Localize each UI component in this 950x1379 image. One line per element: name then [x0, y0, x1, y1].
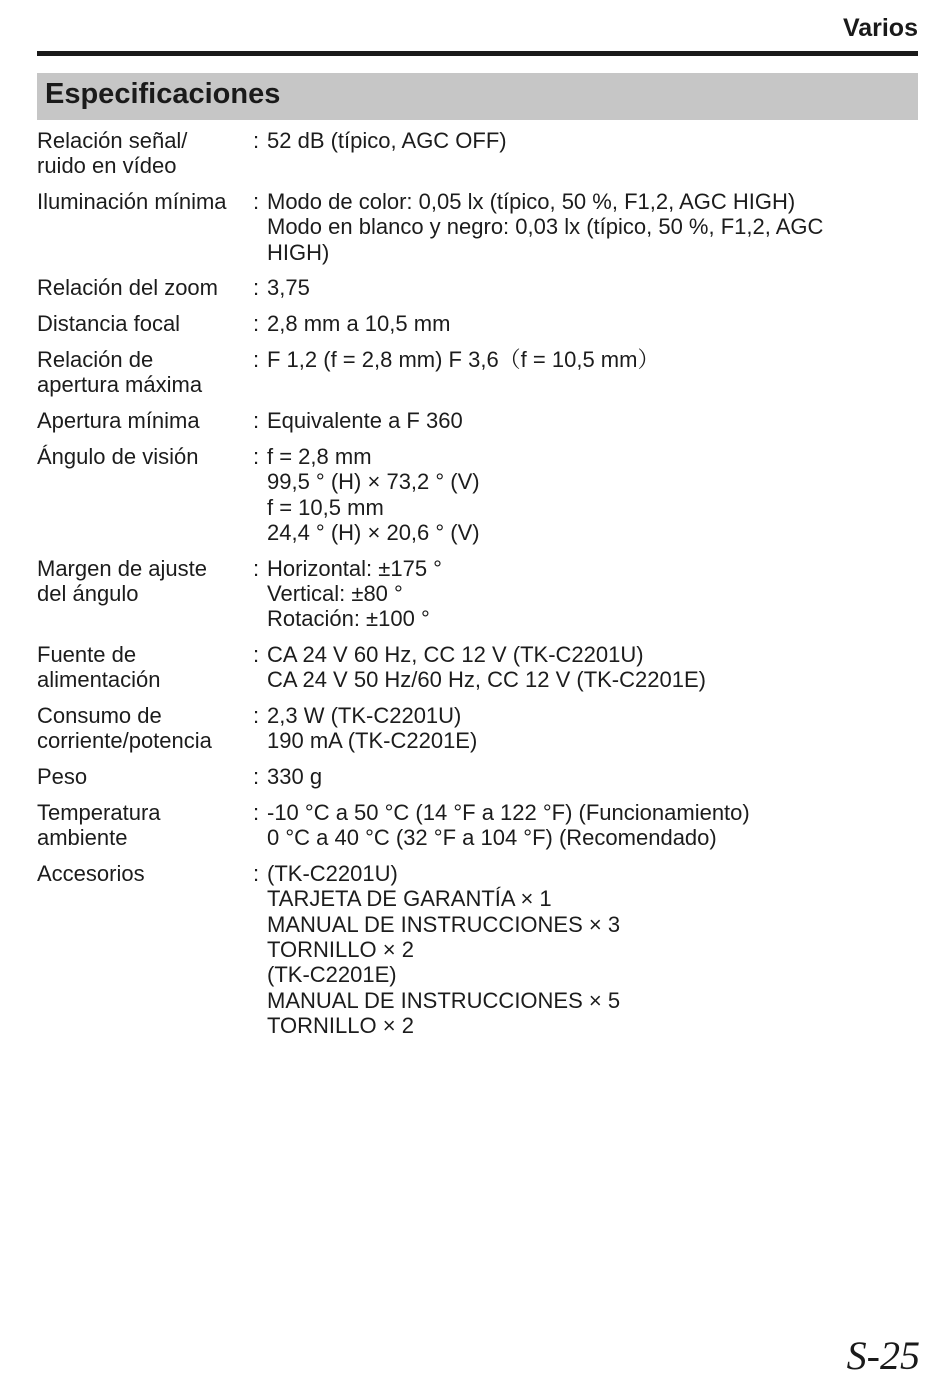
spec-value-line: TARJETA DE GARANTÍA × 1 — [267, 886, 552, 912]
spec-value-line: Equivalente a F 360 — [267, 408, 463, 434]
spec-label — [37, 800, 253, 851]
spec-label — [37, 189, 253, 265]
spec-value-line: CA 24 V 60 Hz, CC 12 V (TK-C2201U) — [267, 642, 644, 668]
spec-value-line: Modo de color: 0,05 lx (típico, 50 %, F1,2, AGC HIGH) — [267, 189, 796, 215]
spec-label-line: Fuente de — [37, 642, 137, 668]
spec-label-line: ruido en vídeo — [37, 153, 177, 179]
spec-row — [37, 408, 918, 433]
page-number: S-25 — [846, 1333, 920, 1378]
spec-label-line: apertura máxima — [37, 372, 203, 398]
spec-label — [37, 347, 253, 398]
spec-row — [37, 861, 918, 1038]
spec-value-line: F 1,2 (f = 2,8 mm) F 3,6（f = 10,5 mm） — [267, 347, 660, 373]
spec-value-line: f = 2,8 mm — [267, 443, 372, 469]
spec-colon: : — [253, 642, 260, 668]
spec-row — [37, 800, 918, 851]
section-header: Varios — [842, 14, 918, 42]
spec-value-line: 2,8 mm a 10,5 mm — [267, 311, 451, 337]
spec-colon: : — [253, 703, 260, 729]
page-title: Especificaciones — [45, 78, 281, 110]
spec-value — [267, 556, 918, 632]
spec-label-line: del ángulo — [37, 580, 139, 606]
spec-value-line: (TK-C2201U) — [267, 861, 398, 887]
spec-label — [37, 444, 253, 545]
spec-label — [37, 642, 253, 693]
spec-colon: : — [253, 128, 260, 153]
spec-colon: : — [253, 311, 260, 337]
spec-value — [267, 189, 918, 265]
spec-label — [37, 556, 253, 632]
spec-colon: : — [253, 555, 260, 581]
spec-colon: : — [253, 275, 260, 301]
spec-colon: : — [253, 408, 260, 434]
spec-value — [267, 764, 918, 789]
spec-colon: : — [253, 189, 260, 215]
spec-row — [37, 275, 918, 300]
spec-row — [37, 703, 918, 754]
spec-colon: : — [253, 347, 260, 373]
spec-value-line: 99,5 ° (H) × 73,2 ° (V) — [267, 469, 480, 495]
spec-value-line: f = 10,5 mm — [267, 494, 384, 520]
spec-value-line: 0 °C a 40 °C (32 °F a 104 °F) (Recomendado) — [267, 825, 717, 851]
spec-label-line: Consumo de — [37, 703, 162, 729]
spec-label-line: Temperatura — [37, 800, 161, 826]
spec-label-line: corriente/potencia — [37, 728, 212, 754]
spec-colon: : — [253, 861, 260, 887]
spec-value-line: TORNILLO × 2 — [267, 937, 414, 963]
spec-value-line: CA 24 V 50 Hz/60 Hz, CC 12 V (TK-C2201E) — [267, 667, 706, 693]
spec-label — [37, 275, 253, 300]
spec-row — [37, 189, 918, 265]
spec-row — [37, 764, 918, 789]
spec-label-line: Relación del zoom — [37, 275, 218, 301]
spec-label — [37, 861, 253, 1038]
spec-label-line: Margen de ajuste — [37, 555, 207, 581]
spec-row — [37, 444, 918, 545]
spec-value — [267, 800, 918, 851]
title-bar — [37, 73, 918, 120]
spec-label-line: Relación de — [37, 347, 154, 373]
spec-value-line: 2,3 W (TK-C2201U) — [267, 703, 462, 729]
spec-value — [267, 444, 918, 545]
spec-row — [37, 642, 918, 693]
spec-value-line: (TK-C2201E) — [267, 962, 397, 988]
spec-colon: : — [253, 764, 260, 790]
spec-row — [37, 128, 918, 179]
spec-value — [267, 128, 918, 179]
spec-value-line: 330 g — [267, 764, 323, 790]
spec-value-line: Rotación: ±100 ° — [267, 606, 430, 632]
spec-value-line: 3,75 — [267, 275, 310, 301]
spec-value-line: 190 mA (TK-C2201E) — [267, 728, 478, 754]
spec-label-line: Distancia focal — [37, 311, 181, 337]
spec-label-line: alimentación — [37, 667, 161, 693]
spec-label-line: Accesorios — [37, 861, 145, 887]
spec-row — [37, 347, 918, 398]
spec-value — [267, 642, 918, 693]
spec-label — [37, 408, 253, 433]
spec-label-line: ambiente — [37, 825, 128, 851]
spec-value-line: MANUAL DE INSTRUCCIONES × 3 — [267, 911, 621, 937]
spec-value-line: Horizontal: ±175 ° — [267, 555, 442, 581]
spec-label-line: Ángulo de visión — [37, 443, 199, 469]
spec-colon: : — [253, 800, 260, 826]
specs-table — [37, 128, 918, 1049]
spec-label-line: Iluminación mínima — [37, 189, 227, 215]
spec-label — [37, 764, 253, 789]
header-rule — [37, 51, 918, 56]
spec-label-line: Apertura mínima — [37, 408, 200, 434]
spec-value-line: Modo en blanco y negro: 0,03 lx (típico, 50 %, F1,2, AGC — [267, 214, 824, 240]
spec-value-line: -10 °C a 50 °C (14 °F a 122 °F) (Funcionamiento) — [267, 800, 750, 826]
spec-value-line: Vertical: ±80 ° — [267, 580, 403, 606]
spec-label — [37, 311, 253, 336]
spec-label — [37, 703, 253, 754]
spec-value-line: 52 dB (típico, AGC OFF) — [267, 128, 507, 153]
spec-label-line: Relación señal/ — [37, 128, 188, 153]
spec-label — [37, 128, 253, 179]
spec-value — [267, 408, 918, 433]
spec-row — [37, 556, 918, 632]
spec-value-line: MANUAL DE INSTRUCCIONES × 5 — [267, 987, 621, 1013]
spec-value-line: TORNILLO × 2 — [267, 1012, 414, 1038]
spec-colon: : — [253, 443, 260, 469]
spec-value-line: 24,4 ° (H) × 20,6 ° (V) — [267, 519, 480, 545]
spec-value — [267, 275, 918, 300]
spec-value — [267, 861, 918, 1038]
spec-value — [267, 703, 918, 754]
spec-row — [37, 311, 918, 336]
spec-label-line: Peso — [37, 764, 88, 790]
spec-value-line: HIGH) — [267, 239, 330, 265]
spec-value — [267, 347, 918, 398]
spec-value — [267, 311, 918, 336]
